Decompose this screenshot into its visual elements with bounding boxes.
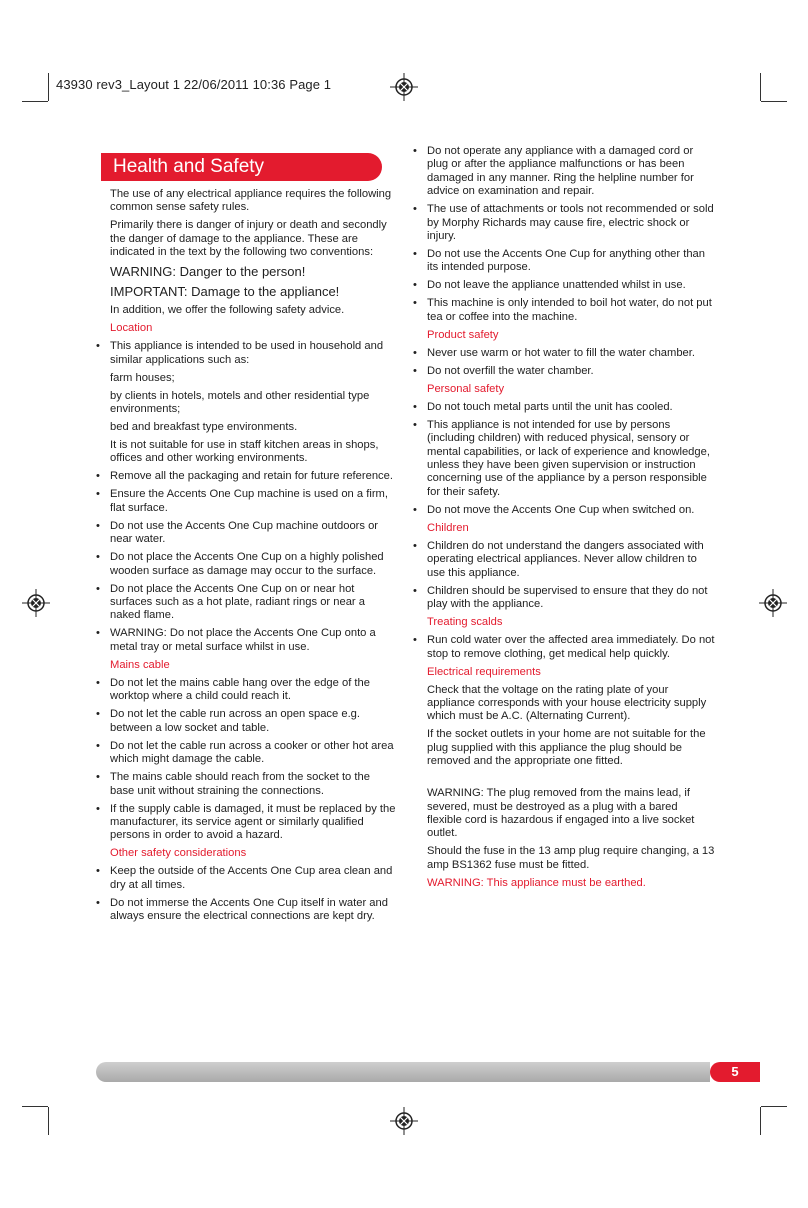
list-item-text: Children do not understand the dangers associated with operating electrical appliances. Never allow children to use this appliance. [427, 539, 704, 579]
section-heading-mains-cable: Mains cable [110, 658, 170, 671]
list-item: • Ensure the Accents One Cup machine is used on a firm, flat surface. [96, 488, 388, 514]
crop-mark-top-right-h [761, 101, 787, 102]
sub-paragraph: bed and breakfast type environments. [110, 421, 298, 434]
list-item-text: Do not leave the appliance unattended whilst in use. [427, 279, 686, 292]
sub-paragraph: It is not suitable for use in staff kitchen areas in shops, offices and other working environments. [110, 439, 379, 465]
list-item: • WARNING: Do not place the Accents One Cup onto a metal tray or metal surface whilst in use. [96, 627, 376, 653]
crop-mark-top-right-v [760, 73, 761, 101]
list-item: • Never use warm or hot water to fill the water chamber. [413, 346, 695, 359]
crop-mark-bottom-right-v [760, 1107, 761, 1135]
list-item-text: Do not place the Accents One Cup on or near hot surfaces such as a hot plate, radiant rings or near a naked flame. [110, 582, 365, 622]
list-item: • If the supply cable is damaged, it must be replaced by the manufacturer, its service agent or similarly qualified persons in order to avoid a hazard. [96, 802, 396, 842]
list-item-text: Children should be supervised to ensure that they do not play with the appliance. [427, 584, 708, 611]
list-item: • The use of attachments or tools not recommended or sold by Morphy Richards may cause fire, electric shock or injury. [413, 203, 714, 243]
list-item-text: Ensure the Accents One Cup machine is used on a firm, flat surface. [110, 488, 388, 514]
list-item-text: Do not use the Accents One Cup for anything other than its intended purpose. [427, 248, 705, 274]
section-heading-product-safety: Product safety [427, 328, 499, 341]
list-item-text: Do not move the Accents One Cup when switched on. [427, 503, 695, 516]
footer-bar [96, 1062, 710, 1082]
intro-paragraph: The use of any electrical appliance requires the following common sense safety rules. [110, 188, 392, 214]
left-column [96, 188, 396, 928]
list-item-text: Do not use the Accents One Cup machine outdoors or near water. [110, 519, 379, 546]
right-column [413, 145, 715, 895]
list-item: • Remove all the packaging and retain for future reference. [96, 470, 393, 483]
list-item: • Do not place the Accents One Cup on a highly polished wooden surface as damage may occur to the surface. [96, 551, 384, 577]
intro-paragraph: Primarily there is danger of injury or death and secondly the danger of damage to the appliance. These are indicated in the text by the following two conventions: [110, 219, 387, 259]
list-item: • This appliance is intended to be used in household and similar applications such as: [96, 340, 384, 366]
section-heading-children: Children [427, 521, 469, 534]
paragraph: Should the fuse in the 13 amp plug require changing, a 13 amp BS1362 fuse must be fitted. [427, 845, 715, 871]
crop-mark-bottom-left-v [48, 1107, 49, 1135]
warning-convention: WARNING: Danger to the person! [110, 264, 306, 280]
section-heading-treating-scalds: Treating scalds [427, 616, 503, 629]
list-item: • Run cold water over the affected area immediately. Do not stop to remove clothing, get medical help quickly. [413, 634, 715, 660]
section-heading-personal-safety: Personal safety [427, 382, 505, 395]
section-heading-location: Location [110, 322, 153, 335]
list-item-text: The use of attachments or tools not recommended or sold by Morphy Richards may cause fire, electric shock or injury. [427, 203, 714, 243]
list-item: • Do not let the cable run across an open space e.g. between a low socket and table. [96, 708, 361, 734]
list-item-text: Do not immerse the Accents One Cup itself in water and always ensure the electrical connections are kept dry. [110, 896, 388, 923]
list-item: • The mains cable should reach from the socket to the base unit without straining the connections. [96, 771, 370, 797]
list-item: • This appliance is not intended for use by persons (including children) with reduced physical, sensory or mental capabilities, or lack of experience and knowledge, unless they have been given supervision or instruction concerning use of the appliance by a person responsible for their safety. [413, 418, 710, 498]
crop-mark-bottom-right-h [761, 1106, 787, 1107]
list-item-text: Do not touch metal parts until the unit has cooled. [427, 400, 673, 413]
sub-paragraph: by clients in hotels, motels and other residential type environments; [110, 389, 370, 416]
list-item-text: If the supply cable is damaged, it must be replaced by the manufacturer, its service agent or similarly qualified persons in order to avoid a hazard. [110, 802, 396, 842]
intro-paragraph: In addition, we offer the following safety advice. [110, 304, 345, 317]
list-item: • Children do not understand the dangers associated with operating electrical appliances. Never allow children to use this appliance. [413, 539, 704, 579]
registration-mark-top-icon [390, 73, 418, 101]
list-item-text: Remove all the packaging and retain for future reference. [110, 470, 393, 483]
list-item-text: Do not place the Accents One Cup on a highly polished wooden surface as damage may occur to the surface. [110, 551, 384, 577]
list-item: • Do not touch metal parts until the unit has cooled. [413, 400, 673, 413]
sub-paragraph: farm houses; [110, 371, 175, 384]
list-item: • Keep the outside of the Accents One Cup area clean and dry at all times. [96, 865, 393, 891]
list-item: • Do not leave the appliance unattended whilst in use. [413, 279, 686, 292]
list-item-text: Run cold water over the affected area immediately. Do not stop to remove clothing, get medical help quickly. [427, 634, 715, 660]
list-item-text: This appliance is not intended for use by persons (including children) with reduced physical, sensory or mental capabilities, or lack of experience and knowledge, unless they have been given supervision or instruction concerning use of the appliance by a person responsible for their safety. [427, 418, 710, 498]
list-item-text: Do not let the mains cable hang over the edge of the worktop where a child could reach it. [110, 676, 370, 703]
page-number: 5 [710, 1062, 760, 1082]
crop-mark-bottom-left-h [22, 1106, 48, 1107]
list-item: • Do not immerse the Accents One Cup itself in water and always ensure the electrical connections are kept dry. [96, 896, 388, 923]
paragraph: WARNING: The plug removed from the mains lead, if severed, must be destroyed as a plug with a bared flexible cord is hazardous if engaged into a live socket outlet. [427, 787, 695, 840]
list-item-text: WARNING: Do not place the Accents One Cup onto a metal tray or metal surface whilst in use. [110, 627, 376, 653]
list-item-text: Do not let the cable run across a cooker or other hot area which might damage the cable. [110, 739, 394, 766]
section-heading-other-safety: Other safety considerations [110, 847, 247, 860]
spacer [413, 773, 715, 787]
list-item-text: The mains cable should reach from the socket to the base unit without straining the connections. [110, 771, 370, 797]
registration-mark-left-icon [22, 589, 50, 617]
list-item: • Do not use the Accents One Cup for anything other than its intended purpose. [413, 248, 705, 274]
list-item-text: Do not let the cable run across an open space e.g. between a low socket and table. [110, 708, 361, 734]
list-item-text: Do not overfill the water chamber. [427, 364, 594, 377]
list-item: • Do not overfill the water chamber. [413, 364, 594, 377]
list-item: • Do not move the Accents One Cup when switched on. [413, 503, 695, 516]
list-item-text: This appliance is intended to be used in household and similar applications such as: [110, 340, 384, 366]
list-item: • Do not operate any appliance with a damaged cord or plug or after the appliance malfunctions or has been damaged in any manner. Ring the helpline number for advice on examination and repair. [413, 145, 694, 198]
crop-mark-top-left-v [48, 73, 49, 101]
list-item-text: Keep the outside of the Accents One Cup area clean and dry at all times. [110, 865, 393, 891]
list-item-text: Do not operate any appliance with a damaged cord or plug or after the appliance malfunctions or has been damaged in any manner. Ring the helpline number for advice on examination and repair. [427, 145, 694, 198]
print-slug: 43930 rev3_Layout 1 22/06/2011 10:36 Page 1 [56, 77, 332, 92]
section-heading-electrical: Electrical requirements [427, 665, 541, 678]
list-item: • This machine is only intended to boil hot water, do not put tea or coffee into the machine. [413, 297, 712, 323]
important-convention: IMPORTANT: Damage to the appliance! [110, 284, 340, 300]
earthed-warning: WARNING: This appliance must be earthed. [427, 876, 646, 889]
registration-mark-right-icon [759, 589, 787, 617]
crop-mark-top-left-h [22, 101, 48, 102]
list-item: • Do not let the cable run across a cooker or other hot area which might damage the cable. [96, 739, 394, 766]
list-item: • Do not place the Accents One Cup on or near hot surfaces such as a hot plate, radiant rings or near a naked flame. [96, 582, 365, 622]
list-item: • Do not use the Accents One Cup machine outdoors or near water. [96, 519, 379, 546]
list-item: • Do not let the mains cable hang over the edge of the worktop where a child could reach it. [96, 676, 370, 703]
paragraph: If the socket outlets in your home are not suitable for the plug supplied with this appliance the plug should be removed and the appropriate one fitted. [427, 728, 706, 768]
list-item-text: Never use warm or hot water to fill the water chamber. [427, 346, 695, 359]
paragraph: Check that the voltage on the rating plate of your appliance corresponds with your house electricity supply which must be A.C. (Alternating Current). [427, 683, 707, 723]
list-item-text: This machine is only intended to boil hot water, do not put tea or coffee into the machine. [427, 297, 712, 323]
list-item: • Children should be supervised to ensure that they do not play with the appliance. [413, 584, 708, 611]
registration-mark-bottom-icon [390, 1107, 418, 1135]
section-title-banner: Health and Safety [101, 153, 382, 181]
